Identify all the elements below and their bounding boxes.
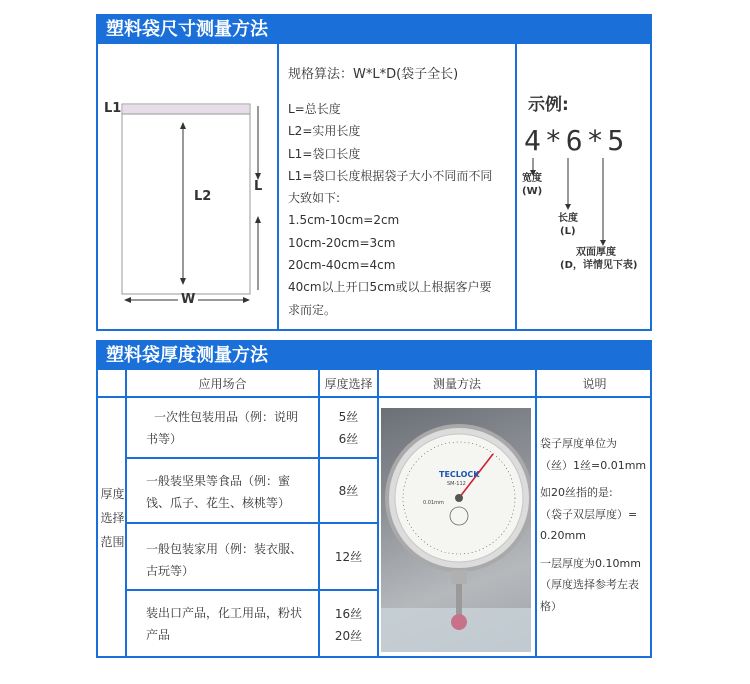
header-method: 测量方法 <box>432 376 481 391</box>
gauge-model: SM-112 <box>447 481 466 487</box>
divider <box>277 44 279 329</box>
l2-label: L2 <box>194 189 212 204</box>
range-label: 厚度选择范围 <box>100 487 125 549</box>
rule-line: 40cm以上开口5cm或以上根据客户要 <box>288 280 492 295</box>
thickness-cell: 5丝 6丝 <box>338 409 359 446</box>
formula-text: 规格算法：W*L*D(袋子全长) <box>288 67 459 82</box>
usage-cell: 一般包装家用（例：装衣服、古玩等） <box>146 542 303 578</box>
col-divider <box>125 370 127 656</box>
note-line: 0.20mm <box>540 529 586 542</box>
l1-label: L1 <box>104 101 122 116</box>
rule-line: L=总长度 <box>288 102 341 116</box>
note-line: 一层厚度为0.10mm <box>540 556 641 570</box>
usage-cell: 一次性包装用品（例：说明书等） <box>146 410 299 446</box>
note-line: 袋子厚度单位为 <box>540 437 617 450</box>
header-note: 说明 <box>582 376 607 391</box>
thickness-label: 双面厚度 <box>576 247 616 258</box>
row-divider <box>125 522 320 524</box>
notes-block <box>540 433 646 617</box>
example-expression: 4*6*5 <box>524 124 629 157</box>
thickness-cell: 8丝 <box>338 484 359 498</box>
note-line: （丝）1丝=0.01mm <box>540 458 647 472</box>
length-sub: (L) <box>560 226 576 237</box>
row-divider <box>125 457 320 459</box>
thickness-sub: (D，详情见下表) <box>560 260 638 271</box>
header-thickness: 厚度选择 <box>324 376 373 391</box>
size-section <box>96 14 652 331</box>
w-label: W <box>181 292 196 307</box>
usage-cell: 装出口产品，化工用品，粉状产品 <box>146 606 303 642</box>
thickness-gauge-photo <box>381 408 531 652</box>
note-line: 如20丝指的是: <box>540 486 613 499</box>
size-section-title: 塑料袋尺寸测量方法 <box>98 16 650 44</box>
thickness-cell: 16丝 20丝 <box>334 606 363 643</box>
rule-line: 大致如下: <box>288 191 341 206</box>
rule-line: L2=实用长度 <box>288 124 361 139</box>
rule-line: 求而定。 <box>288 302 337 317</box>
rule-line: 1.5cm-10cm=2cm <box>288 213 400 228</box>
col-divider <box>535 370 537 656</box>
thickness-section <box>96 340 652 658</box>
note-line: （袋子双层厚度）= <box>540 507 638 521</box>
gauge-brand: TECLOCK <box>439 470 480 479</box>
note-line: 格） <box>540 599 562 613</box>
width-sub: (W) <box>522 186 543 197</box>
rule-line: L1=袋口长度根据袋子大小不同而不同 <box>288 168 493 183</box>
row-divider <box>125 589 320 591</box>
width-label: 宽度 <box>522 173 542 184</box>
bag-size-diagram <box>98 44 276 331</box>
thickness-cell: 12丝 <box>334 550 363 564</box>
header-usage: 应用场合 <box>198 376 247 391</box>
rule-line: 10cm-20cm=3cm <box>288 235 396 250</box>
col-divider <box>377 370 379 656</box>
rule-line: L1=袋口长度 <box>288 146 361 161</box>
note-line: （厚度选择参考左表 <box>540 578 639 591</box>
l-label: L <box>254 179 263 194</box>
example-title: 示例: <box>528 95 569 115</box>
length-label: 长度 <box>558 213 578 224</box>
usage-cell: 一般装坚果等食品（例：蜜饯、瓜子、花生、核桃等） <box>146 474 291 510</box>
gauge-unit: 0.01mm <box>423 500 444 506</box>
rule-line: 20cm-40cm=4cm <box>288 258 396 273</box>
thickness-section-title: 塑料袋厚度测量方法 <box>98 342 650 370</box>
size-rules-list <box>288 98 492 321</box>
